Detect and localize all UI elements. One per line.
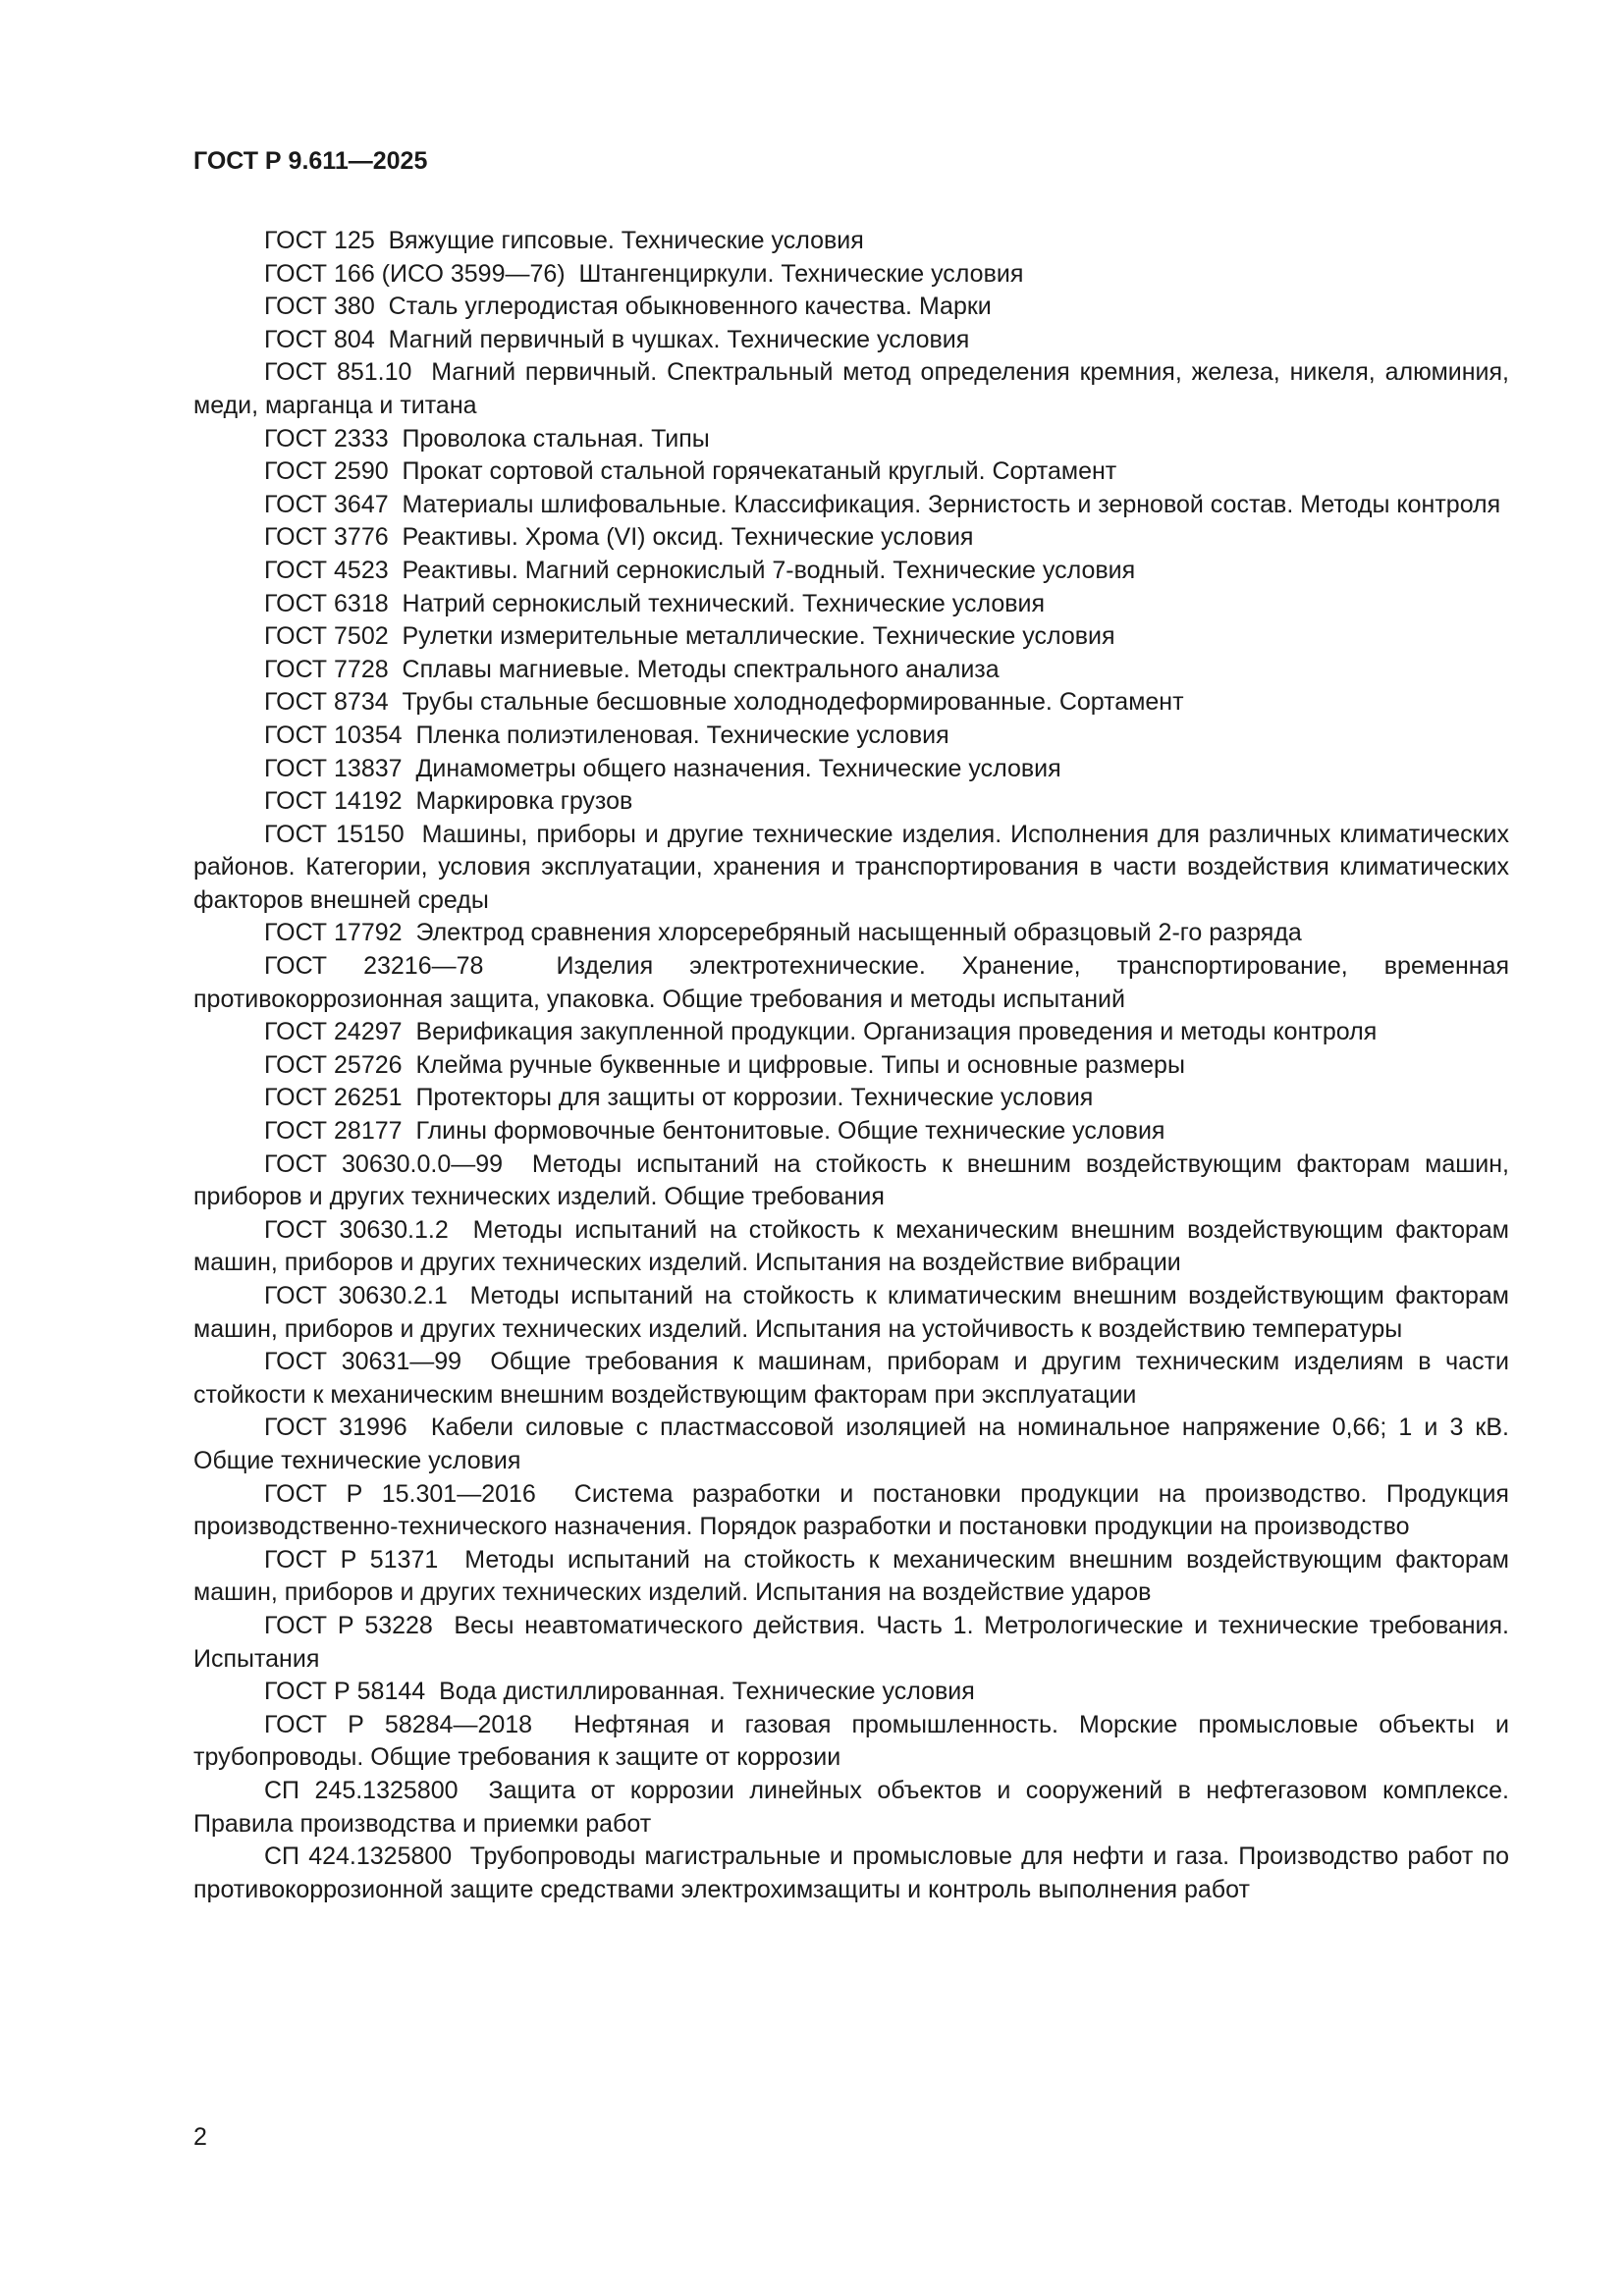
reference-code: ГОСТ 3647	[264, 490, 389, 518]
reference-item	[193, 588, 1509, 621]
reference-item	[193, 1115, 1509, 1148]
reference-item	[193, 1082, 1509, 1115]
reference-code: ГОСТ 3776	[264, 523, 389, 552]
reference-title: Магний первичный. Спектральный метод определения кремния, железа, никеля, алюминия, меди, марганца и титана	[193, 358, 1509, 419]
reference-code: ГОСТ 30630.1.2	[264, 1215, 449, 1244]
reference-title: Трубы стальные бесшовные холоднодеформированные. Сортамент	[402, 688, 1184, 717]
reference-code: ГОСТ 8734	[264, 688, 389, 717]
reference-code: ГОСТ 380	[264, 293, 375, 321]
reference-code: ГОСТ 30630.0.0—99	[264, 1149, 504, 1178]
reference-item	[193, 555, 1509, 588]
reference-title: Методы испытаний на стойкость к внешним воздействующим факторам машин, приборов и других технических изделий. Общие требования	[193, 1149, 1509, 1211]
reference-code: СП 245.1325800	[264, 1776, 459, 1804]
reference-title: Клейма ручные буквенные и цифровые. Типы и основные размеры	[415, 1050, 1185, 1079]
reference-code: ГОСТ Р 51371	[264, 1545, 439, 1574]
reference-title: Штангенциркули. Технические условия	[578, 259, 1024, 288]
reference-title: Натрий сернокислый технический. Технические условия	[402, 589, 1046, 617]
reference-item	[193, 819, 1509, 918]
reference-code: ГОСТ 7502	[264, 622, 389, 651]
reference-code: ГОСТ 6318	[264, 589, 389, 617]
reference-code: ГОСТ 23216—78	[264, 952, 484, 981]
reference-item	[193, 785, 1509, 819]
reference-code: ГОСТ Р 53228	[264, 1611, 433, 1639]
reference-code: ГОСТ 2590	[264, 457, 389, 486]
reference-title: Магний первичный в чушках. Технические условия	[388, 325, 970, 353]
reference-title: Вяжущие гипсовые. Технические условия	[388, 227, 864, 254]
reference-title: Прокат сортовой стальной горячекатаный круглый. Сортамент	[402, 457, 1117, 486]
reference-code: ГОСТ 24297	[264, 1018, 403, 1046]
reference-item	[193, 225, 1509, 258]
reference-item	[193, 654, 1509, 687]
reference-item	[193, 1775, 1509, 1841]
reference-code: ГОСТ 13837	[264, 754, 403, 782]
reference-title: Методы испытаний на стойкость к климатическим внешним воздействующим факторам машин, приборов и других технических изделий. Испытания на устойчивость к воздействию температуры	[193, 1282, 1509, 1343]
reference-item	[193, 1676, 1509, 1709]
reference-title: Динамометры общего назначения. Технические условия	[415, 754, 1061, 782]
reference-code: ГОСТ 17792	[264, 919, 403, 947]
reference-title: Проволока стальная. Типы	[402, 424, 710, 453]
reference-code: ГОСТ 25726	[264, 1050, 403, 1079]
normative-references-list	[193, 225, 1509, 1906]
reference-title: Глины формовочные бентонитовые. Общие технические условия	[415, 1117, 1165, 1146]
reference-item	[193, 1214, 1509, 1280]
reference-code: ГОСТ 10354	[264, 721, 403, 749]
reference-title: Рулетки измерительные металлические. Технические условия	[402, 622, 1115, 651]
reference-code: ГОСТ 851.10	[264, 358, 412, 387]
reference-item	[193, 1841, 1509, 1906]
reference-item	[193, 620, 1509, 654]
reference-item	[193, 489, 1509, 522]
reference-title: Защита от коррозии линейных объектов и сооружений в нефтегазовом комплексе. Правила производства и приемки работ	[193, 1776, 1509, 1838]
reference-title: Реактивы. Магний сернокислый 7-водный. Технические условия	[402, 556, 1136, 584]
reference-code: ГОСТ 4523	[264, 556, 389, 584]
reference-title: Материалы шлифовальные. Классификация. Зернистость и зерновой состав. Методы контроля	[402, 490, 1501, 518]
reference-item	[193, 1412, 1509, 1477]
reference-title: Кабели силовые с пластмассовой изоляцией на номинальное напряжение 0,66; 1 и 3 кВ. Общие технические условия	[193, 1414, 1509, 1474]
reference-title: Машины, приборы и другие технические изделия. Исполнения для различных климатических районов. Категории, условия эксплуатации, хранения и транспортирования в части воздействия климатических факторов внешней среды	[193, 820, 1509, 914]
reference-title: Общие требования к машинам, приборам и другим техническим изделиям в части стойкости к механическим внешним воздействующим факторам при эксплуатации	[193, 1348, 1509, 1409]
reference-item	[193, 1478, 1509, 1544]
reference-title: Сталь углеродистая обыкновенного качества. Марки	[388, 293, 992, 321]
reference-item	[193, 1544, 1509, 1610]
reference-code: ГОСТ 30630.2.1	[264, 1282, 448, 1309]
reference-item	[193, 1610, 1509, 1676]
reference-item	[193, 917, 1509, 950]
reference-item	[193, 720, 1509, 753]
reference-code: ГОСТ Р 58144	[264, 1678, 426, 1706]
reference-item	[193, 1709, 1509, 1775]
reference-code: ГОСТ Р 58284—2018	[264, 1710, 533, 1738]
reference-item	[193, 521, 1509, 555]
reference-code: ГОСТ 14192	[264, 787, 403, 816]
reference-title: Протекторы для защиты от коррозии. Технические условия	[415, 1084, 1094, 1112]
reference-title: Методы испытаний на стойкость к механическим внешним воздействующим факторам машин, приборов и других технических изделий. Испытания на воздействие ударов	[193, 1545, 1509, 1607]
reference-item	[193, 950, 1509, 1016]
reference-title: Трубопроводы магистральные и промысловые для нефти и газа. Производство работ по противокоррозионной защите средствами электрохимзащиты и контроль выполнения работ	[193, 1842, 1509, 1903]
reference-item	[193, 1148, 1509, 1214]
reference-code: ГОСТ 7728	[264, 655, 389, 683]
reference-item	[193, 686, 1509, 720]
reference-code: ГОСТ 30631—99	[264, 1348, 462, 1376]
reference-item	[193, 1016, 1509, 1049]
reference-item	[193, 455, 1509, 489]
reference-item	[193, 423, 1509, 456]
page-number: 2	[193, 2123, 207, 2151]
reference-title: Маркировка грузов	[415, 787, 633, 816]
reference-item	[193, 324, 1509, 357]
reference-title: Верификация закупленной продукции. Организация проведения и методы контроля	[415, 1018, 1378, 1046]
reference-code: ГОСТ 166 (ИСО 3599—76)	[264, 259, 566, 288]
reference-code: ГОСТ 26251	[264, 1084, 403, 1112]
reference-title: Вода дистиллированная. Технические условия	[439, 1678, 975, 1706]
reference-title: Весы неавтоматического действия. Часть 1. Метрологические и технические требования. Испытания	[193, 1611, 1509, 1673]
document-header: ГОСТ Р 9.611—2025	[193, 147, 428, 175]
reference-title: Пленка полиэтиленовая. Технические условия	[415, 721, 949, 749]
reference-code: ГОСТ 804	[264, 325, 375, 353]
reference-item	[193, 753, 1509, 786]
reference-code: ГОСТ 15150	[264, 820, 405, 848]
reference-item	[193, 1049, 1509, 1083]
reference-title: Нефтяная и газовая промышленность. Морские промысловые объекты и трубопроводы. Общие требования к защите от коррозии	[193, 1710, 1509, 1772]
reference-item	[193, 258, 1509, 292]
reference-code: ГОСТ 125	[264, 227, 375, 254]
reference-code: ГОСТ Р 15.301—2016	[264, 1479, 536, 1508]
reference-title: Сплавы магниевые. Методы спектрального анализа	[402, 655, 1000, 683]
reference-code: ГОСТ 28177	[264, 1117, 403, 1146]
reference-title: Методы испытаний на стойкость к механическим внешним воздействующим факторам машин, приборов и других технических изделий. Испытания на воздействие вибрации	[193, 1215, 1509, 1277]
reference-code: ГОСТ 2333	[264, 424, 389, 453]
reference-title: Электрод сравнения хлорсеребряный насыщенный образцовый 2-го разряда	[415, 919, 1302, 947]
reference-code: ГОСТ 31996	[264, 1414, 407, 1442]
reference-code: СП 424.1325800	[264, 1842, 453, 1871]
reference-item	[193, 1346, 1509, 1412]
reference-item	[193, 356, 1509, 422]
reference-item	[193, 1280, 1509, 1346]
reference-item	[193, 291, 1509, 324]
reference-title: Система разработки и постановки продукции на производство. Продукция производственно-технического назначения. Порядок разработки и постановки продукции на производство	[193, 1479, 1509, 1541]
reference-title: Реактивы. Хрома (VI) оксид. Технические условия	[402, 523, 974, 552]
reference-title: Изделия электротехнические. Хранение, транспортирование, временная противокоррозионная защита, упаковка. Общие требования и методы испытаний	[193, 952, 1509, 1013]
